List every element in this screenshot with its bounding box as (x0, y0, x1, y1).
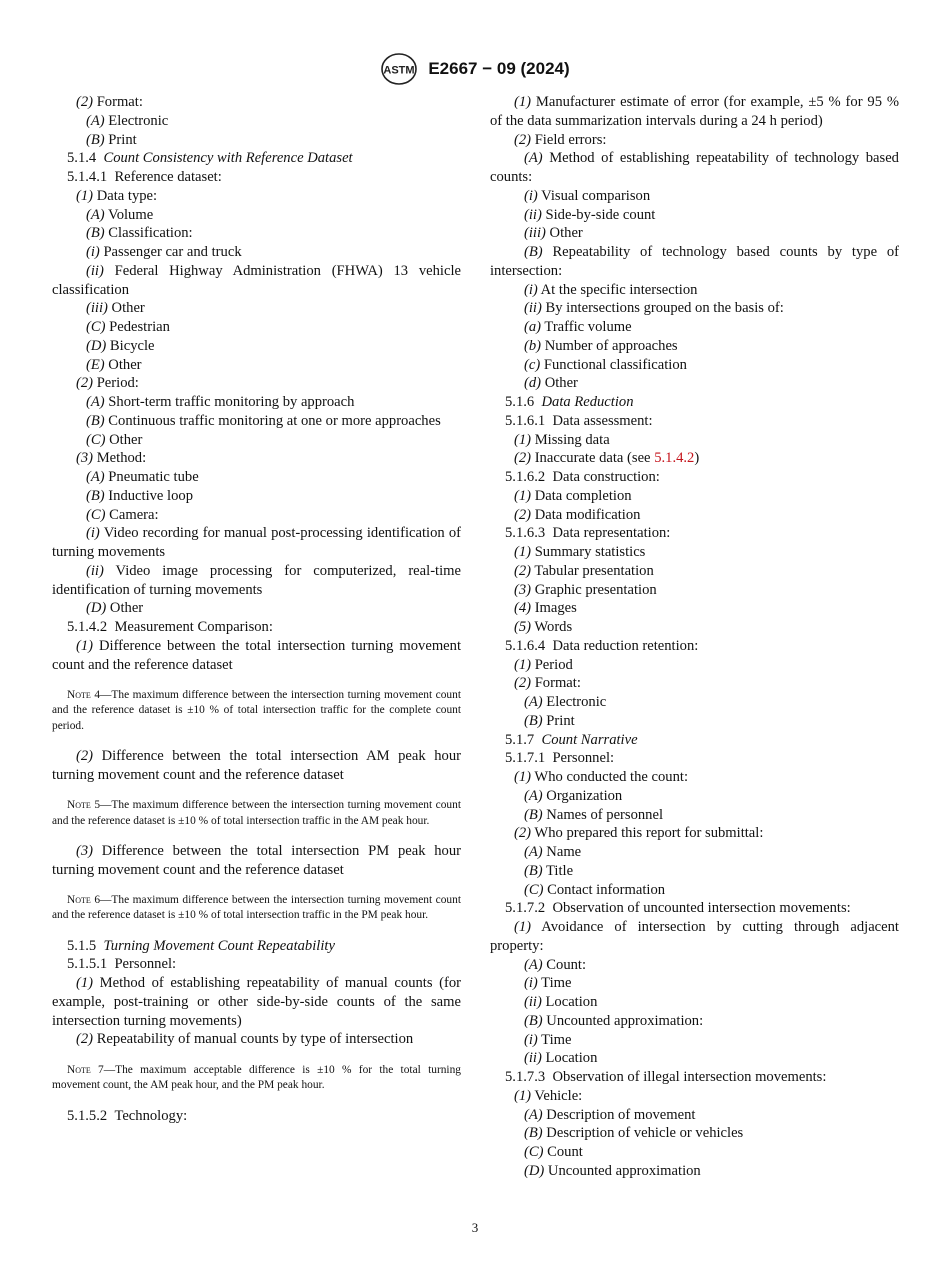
section-line (490, 412, 899, 431)
section-number: 5.1.6.1 (505, 412, 546, 429)
item-text: Data construction: (552, 469, 660, 485)
section-number: 5.1.4.1 (67, 169, 108, 185)
item-text: Functional classification (543, 356, 687, 373)
item-text: Time (541, 975, 572, 992)
section-line (52, 149, 461, 168)
item-text: Data reduction retention: (552, 637, 699, 654)
section-line (52, 955, 461, 974)
item-text: Location (545, 1050, 598, 1067)
item-text: Volume (108, 206, 154, 223)
note-text: The maximum acceptable difference is ±10 % for the total turning movement count, the AM peak hour, and the PM peak hour. (52, 1064, 461, 1092)
list-item (490, 1162, 899, 1181)
list-item (52, 374, 461, 393)
list-item (490, 1012, 899, 1031)
item-text: Pedestrian (109, 319, 170, 335)
item-text: Pneumatic tube (108, 469, 199, 485)
list-marker: (ii) (524, 994, 542, 1010)
section-line (490, 749, 899, 768)
note-label: Note 5 (67, 799, 101, 812)
list-marker: (2) (514, 131, 532, 148)
note-dash: — (100, 689, 112, 702)
list-marker: (2) (514, 675, 532, 692)
list-item (490, 993, 899, 1012)
item-text: Reference dataset: (114, 169, 222, 185)
item-text: Repeatability of manual counts by type of intersection (96, 1031, 414, 1048)
list-item (52, 562, 461, 600)
item-text: Short-term traffic monitoring by approach (108, 394, 355, 410)
list-marker: (ii) (524, 206, 542, 223)
item-text: Data type: (96, 187, 158, 204)
list-item (490, 974, 899, 993)
item-text: Other (549, 225, 583, 242)
item-text: Location (545, 994, 598, 1010)
item-text: Uncounted approximation: (546, 1012, 704, 1029)
item-text-after: ) (694, 450, 700, 467)
list-marker: (A) (524, 694, 543, 710)
item-text: Data completion (534, 487, 632, 504)
list-item (490, 1106, 899, 1125)
list-item (490, 581, 899, 600)
section-title: Count Consistency with Reference Dataset (103, 150, 353, 167)
list-marker: (2) (514, 506, 532, 523)
list-marker: (D) (86, 337, 107, 354)
list-item (52, 224, 461, 243)
list-marker: (ii) (86, 262, 104, 279)
item-text: Federal Highway Administration (FHWA) 13 vehicle classification (52, 262, 461, 298)
list-item (490, 243, 899, 281)
list-marker: (ii) (86, 562, 104, 579)
list-item (490, 599, 899, 618)
list-item (52, 974, 461, 1030)
item-text: Side-by-side count (545, 206, 656, 223)
list-item (52, 747, 461, 785)
section-number: 5.1.6.2 (505, 469, 546, 485)
list-item (490, 787, 899, 806)
list-marker: (B) (524, 862, 543, 879)
item-text: Summary statistics (534, 544, 646, 560)
list-marker: (2) (76, 94, 94, 110)
note-dash: — (100, 894, 112, 907)
item-text: Who prepared this report for submittal: (534, 825, 764, 842)
document-code: E2667 − 09 (2024) (428, 59, 570, 78)
list-marker: (ii) (524, 300, 542, 317)
list-marker: (D) (86, 600, 107, 617)
list-item (52, 337, 461, 356)
item-text: Words (534, 619, 573, 635)
list-item (490, 843, 899, 862)
section-number: 5.1.7.3 (505, 1069, 546, 1085)
item-text: Title (546, 862, 574, 879)
list-marker: (A) (524, 956, 543, 973)
list-item (52, 431, 461, 450)
note-paragraph (52, 798, 461, 828)
list-item (490, 881, 899, 900)
list-item (490, 374, 899, 393)
item-text: Other (111, 300, 145, 317)
item-text: Uncounted approximation (547, 1162, 701, 1179)
list-item (490, 1031, 899, 1050)
list-item (490, 693, 899, 712)
item-text: Method of establishing repeatability of manual counts (for example, post-training or other side-by-side counts of the same intersection turning movements) (52, 975, 461, 1029)
item-text: Vehicle: (534, 1087, 583, 1104)
list-marker: (B) (524, 806, 543, 823)
section-line (490, 637, 899, 656)
list-marker: (ii) (524, 1050, 542, 1067)
item-text: Print (546, 712, 575, 729)
list-item (490, 431, 899, 450)
item-text: Repeatability of technology based counts by type of intersection: (490, 244, 899, 279)
list-item (52, 506, 461, 525)
list-item (52, 262, 461, 300)
list-item (490, 449, 899, 468)
list-marker: (b) (524, 337, 542, 354)
list-marker: (A) (524, 1106, 543, 1123)
item-text: Passenger car and truck (103, 244, 242, 260)
list-marker: (2) (514, 825, 532, 842)
section-line (490, 1068, 899, 1087)
item-text: Personnel: (552, 750, 615, 767)
list-marker: (1) (514, 544, 532, 560)
section-line (490, 393, 899, 412)
list-item (490, 543, 899, 562)
list-marker: (A) (86, 394, 105, 410)
list-item (490, 1087, 899, 1106)
list-item (490, 149, 899, 187)
list-marker: (A) (86, 206, 105, 223)
list-marker: (1) (76, 187, 94, 204)
list-item (52, 449, 461, 468)
list-marker: (1) (76, 975, 94, 992)
note-text: The maximum difference between the intersection turning movement count and the reference dataset is ±10 % of total intersection traffic in the AM peak hour. (52, 799, 461, 827)
list-marker: (i) (524, 1031, 538, 1048)
section-line (52, 937, 461, 956)
list-item (490, 318, 899, 337)
list-marker: (i) (86, 244, 100, 260)
note-paragraph (52, 893, 461, 923)
item-text: Visual comparison (541, 187, 651, 204)
section-line (490, 899, 899, 918)
section-number: 5.1.7.2 (505, 900, 546, 917)
item-text: Description of movement (546, 1106, 696, 1123)
item-text: Images (534, 600, 577, 617)
list-marker: (2) (76, 1031, 94, 1048)
list-item (490, 956, 899, 975)
note-paragraph (52, 1063, 461, 1093)
note-label: Note 7 (67, 1064, 104, 1077)
list-item (490, 1124, 899, 1143)
list-marker: (B) (524, 1012, 543, 1029)
page-header (0, 52, 950, 86)
item-text: Graphic presentation (534, 581, 657, 598)
item-text: Traffic volume (544, 319, 632, 335)
section-number: 5.1.6.4 (505, 637, 546, 654)
list-marker: (2) (76, 747, 94, 764)
list-marker: (B) (524, 712, 543, 729)
list-marker: (B) (86, 225, 105, 242)
section-line (52, 618, 461, 637)
item-text: At the specific intersection (540, 281, 698, 298)
item-text: Field errors: (534, 131, 607, 148)
list-marker: (1) (514, 487, 532, 504)
list-marker: (C) (86, 431, 106, 448)
section-number: 5.1.4 (67, 150, 97, 167)
list-item (490, 712, 899, 731)
item-text: Observation of illegal intersection movements: (552, 1069, 827, 1085)
item-text: Who conducted the count: (534, 769, 689, 785)
list-marker: (1) (514, 919, 532, 935)
list-item (490, 506, 899, 525)
list-item (52, 524, 461, 562)
item-text: Time (541, 1031, 572, 1048)
list-marker: (B) (86, 131, 105, 148)
section-number: 5.1.4.2 (67, 619, 108, 635)
list-item (490, 768, 899, 787)
list-item (52, 842, 461, 880)
list-marker: (1) (514, 769, 532, 785)
item-text: Video image processing for computerized, real-time identification of turning movements (52, 562, 461, 598)
section-number: 5.1.6.3 (505, 525, 546, 542)
list-item (52, 299, 461, 318)
list-item (52, 487, 461, 506)
section-number: 5.1.7.1 (505, 750, 546, 767)
list-item (490, 93, 899, 131)
list-marker: (B) (86, 487, 105, 504)
list-marker: (4) (514, 600, 532, 617)
list-item (490, 206, 899, 225)
list-marker: (E) (86, 356, 105, 373)
item-text: Difference between the total intersection turning movement count and the reference dataset (52, 637, 461, 673)
item-text: Electronic (108, 112, 169, 129)
list-item (52, 412, 461, 431)
section-number: 5.1.5.2 (67, 1107, 108, 1124)
list-marker: (A) (86, 112, 105, 129)
list-item (490, 131, 899, 150)
item-text: Method of establishing repeatability of technology based counts: (490, 150, 899, 185)
item-text: Missing data (534, 431, 610, 448)
item-text: Electronic (546, 694, 607, 710)
item-text: Print (108, 131, 137, 148)
item-text: Method: (96, 450, 147, 467)
list-marker: (2) (514, 450, 532, 467)
item-text: Technology: (114, 1107, 188, 1124)
item-text: Inductive loop (108, 487, 194, 504)
list-marker: (A) (524, 150, 543, 167)
note-text: The maximum difference between the intersection turning movement count and the reference dataset is ±10 % of total intersection traffic in the PM peak hour. (52, 894, 461, 922)
section-title: Turning Movement Count Repeatability (103, 937, 335, 954)
list-marker: (1) (76, 637, 94, 654)
list-marker: (A) (86, 469, 105, 485)
list-marker: (a) (524, 319, 542, 335)
note-dash: — (100, 799, 112, 812)
section-line (490, 468, 899, 487)
list-marker: (C) (524, 881, 544, 898)
list-marker: (1) (514, 656, 532, 673)
list-marker: (i) (86, 525, 100, 542)
left-column (52, 93, 461, 1125)
list-item (490, 281, 899, 300)
item-text: Names of personnel (546, 806, 664, 823)
note-label: Note 4 (67, 689, 101, 702)
list-marker: (5) (514, 619, 532, 635)
note-label: Note 6 (67, 894, 101, 907)
list-item (490, 656, 899, 675)
section-line (52, 1107, 461, 1126)
list-marker: (B) (524, 244, 543, 260)
list-item (490, 674, 899, 693)
list-item (52, 131, 461, 150)
list-marker: (d) (524, 375, 542, 392)
list-item (52, 93, 461, 112)
note-text: The maximum difference between the intersection turning movement count and the reference dataset is ±10 % of total intersection traffic for the complete count period. (52, 689, 461, 732)
item-text: Data assessment: (552, 412, 653, 429)
list-marker: (B) (524, 1125, 543, 1142)
list-marker: (1) (514, 431, 532, 448)
note-dash: — (103, 1064, 116, 1077)
list-item (490, 224, 899, 243)
list-marker: (3) (76, 450, 94, 467)
right-column (490, 93, 899, 1181)
item-text: Count: (546, 956, 587, 973)
item-text: Classification: (108, 225, 193, 242)
item-text: Other (109, 431, 143, 448)
item-text: Format: (96, 94, 143, 110)
list-marker: (C) (524, 1144, 544, 1160)
item-text: Observation of uncounted intersection movements: (552, 900, 851, 917)
page-number: 3 (471, 1220, 479, 1235)
astm-logo-icon (380, 52, 418, 86)
list-item (490, 824, 899, 843)
list-marker: (A) (524, 844, 543, 860)
item-text: Other (109, 600, 144, 617)
list-marker: (3) (76, 842, 94, 859)
item-text: Name (546, 844, 582, 860)
item-text: Avoidance of intersection by cutting through adjacent property: (490, 919, 899, 954)
list-item (52, 1030, 461, 1049)
section-line (52, 168, 461, 187)
list-item (490, 862, 899, 881)
item-text: Count (547, 1144, 583, 1160)
item-text: By intersections grouped on the basis of: (545, 300, 784, 317)
list-item (490, 337, 899, 356)
list-item (490, 918, 899, 956)
list-marker: (iii) (524, 225, 546, 242)
list-item (52, 206, 461, 225)
list-item (52, 187, 461, 206)
list-item (52, 637, 461, 675)
list-marker: (i) (524, 281, 538, 298)
item-text: Other (108, 356, 142, 373)
list-marker: (1) (514, 1087, 532, 1104)
list-marker: (i) (524, 975, 538, 992)
list-marker: (iii) (86, 300, 108, 317)
item-text: Other (544, 375, 578, 392)
list-item (490, 618, 899, 637)
list-item (490, 356, 899, 375)
item-text: Video recording for manual post-processing identification of turning movements (52, 525, 461, 560)
section-title: Data Reduction (541, 394, 634, 410)
list-item (490, 806, 899, 825)
section-title: Count Narrative (541, 731, 638, 748)
section-number: 5.1.6 (505, 394, 535, 410)
list-item (52, 243, 461, 262)
section-line (490, 524, 899, 543)
list-marker: (B) (86, 412, 105, 429)
item-text: Format: (534, 675, 581, 692)
item-text: Bicycle (109, 337, 155, 354)
list-item (52, 599, 461, 618)
list-item (490, 487, 899, 506)
item-text: Period: (96, 375, 139, 392)
item-text: Difference between the total intersection AM peak hour turning movement count and the reference dataset (52, 747, 461, 783)
list-item (490, 299, 899, 318)
list-marker: (C) (86, 506, 106, 523)
item-text: Description of vehicle or vehicles (546, 1125, 744, 1142)
list-item (490, 1049, 899, 1068)
list-marker: (D) (524, 1162, 545, 1179)
section-number: 5.1.7 (505, 731, 535, 748)
list-item (490, 187, 899, 206)
item-text: Tabular presentation (534, 562, 654, 579)
item-text: Number of approaches (544, 337, 678, 354)
item-text: Data modification (534, 506, 641, 523)
item-text: Data representation: (552, 525, 671, 542)
list-item (52, 112, 461, 131)
section-line (490, 731, 899, 750)
list-item (490, 1143, 899, 1162)
list-item (52, 393, 461, 412)
list-item (52, 318, 461, 337)
list-marker: (A) (524, 787, 543, 804)
note-paragraph (52, 688, 461, 734)
list-marker: (C) (86, 319, 106, 335)
cross-reference-link[interactable]: 5.1.4.2 (654, 450, 695, 467)
item-text: Organization (546, 787, 623, 804)
list-marker: (2) (514, 562, 532, 579)
list-item (52, 468, 461, 487)
list-item (52, 356, 461, 375)
item-text: Measurement Comparison: (114, 619, 273, 635)
item-text: Personnel: (114, 956, 177, 973)
section-number: 5.1.5 (67, 937, 97, 954)
item-text: Inaccurate data (see (534, 450, 655, 467)
list-marker: (c) (524, 356, 541, 373)
item-text: Continuous traffic monitoring at one or more approaches (108, 412, 441, 429)
list-marker: (2) (76, 375, 94, 392)
logo-text: ASTM (383, 64, 415, 77)
item-text: Contact information (547, 881, 666, 898)
list-marker: (i) (524, 187, 538, 204)
item-text: Difference between the total intersection PM peak hour turning movement count and the reference dataset (52, 842, 461, 878)
item-text: Manufacturer estimate of error (for example, ±5 % for 95 % of the data summarization intervals during a 24 h period) (490, 94, 899, 129)
list-item (490, 562, 899, 581)
item-text: Camera: (109, 506, 159, 523)
item-text: Period (534, 656, 573, 673)
list-marker: (3) (514, 581, 532, 598)
list-marker: (1) (514, 94, 532, 110)
section-number: 5.1.5.1 (67, 956, 108, 973)
